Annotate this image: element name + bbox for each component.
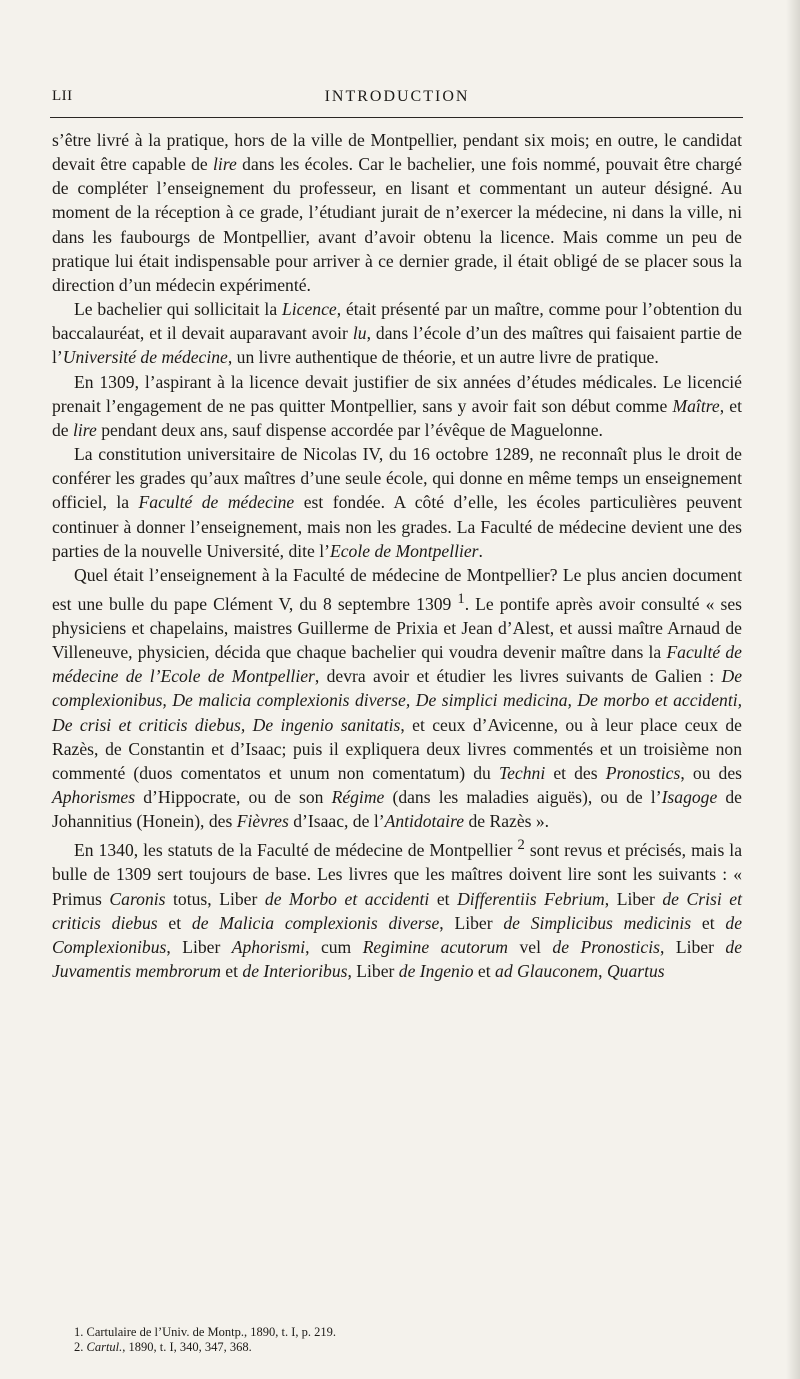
page-header [52,88,742,116]
footnote-ref-2: 2 [517,837,525,854]
header-rule [50,117,743,118]
paragraph-5: Quel était l’enseignement à la Faculté de médecine de Montpellier? Le plus ancien document est une bulle du pape Clément V, du 8 septembre 1309 $^1$. Le pontife après avoir consulté « ses physiciens et chapelains, maistres Guillerme de Prixia et Jean d’Alest, et aussi maître Arnaud de Villeneuve, physicien, décida que chaque bachelier qui voudra devenir maître dans la Faculté de médecine de l’Ecole de Montpellier, devra avoir et étudier les livres suivants de Galien : De complexionibus, De malicia complexionis diverse, De simplici medicina, De morbo et accidenti, De crisi et criticis diebus, De ingenio sanitatis, et ceux d’Avicenne, ou à leur place ceux de Razès, de Constantin et d’Isaac; puis il expliquera deux livres commentés et un troisième non commenté (duos comentatos et unum non comentatum) du Techni et des Pronostics, ou des Aphorismes d’Hippocrate, ou de son Régime (dans les maladies aiguës), ou de l’Isagoge de Johannitius (Honein), des Fièvres d’Isaac, de l’Antidotaire de Razès ». [52,564,742,832]
page-number: LII [52,88,73,104]
page-edge-shadow [786,0,800,1379]
paragraph-4: La constitution universitaire de Nicolas IV, du 16 octobre 1289, ne reconnaît plus le droit de conférer les grades qu’aux maîtres d’une seule école, qui donne en même temps un enseignement officiel, la Faculté de médecine est fondée. A côté d’elle, les écoles particulières peuvent continuer à donner l’enseignement, mais non les grades. La Faculté de médecine devient une des parties de la nouvelle Université, dite l’Ecole de Montpellier. [52,444,742,561]
paragraph-1: s’être livré à la pratique, hors de la ville de Montpellier, pendant six mois; en outre, le candidat devait être capable de lire dans les écoles. Car le bachelier, une fois nommé, pouvait être chargé de compléter l’enseignement du professeur, en lisant et commentant un auteur désigné. Au moment de la réception à ce grade, l’étudiant jurait de n’exercer la médecine, ni dans la ville, ni dans les faubourgs de Montpellier, avant d’avoir obtenu la licence. Mais comme un peu de pratique lui était indispensable pour arriver à ce dernier grade, il était obligé de se placer sous la direction d’un médecin expérimenté. [52,130,742,295]
running-title: INTRODUCTION [324,88,470,105]
footnote-1: 1. Cartulaire de l’Univ. de Montp., 1890, t. I, p. 219. [74,1325,336,1339]
footnotes [52,1325,742,1355]
paragraph-3: En 1309, l’aspirant à la licence devait justifier de six années d’études médicales. Le licencié prenait l’engagement de ne pas quitter Montpellier, sans y avoir fait son début comme Maître, et de lire pendant deux ans, sauf dispense accordée par l’évêque de Maguelonne. [52,371,742,440]
paragraph-6: En 1340, les statuts de la Faculté de médecine de Montpellier $^2$ sont revus et précisés, mais la bulle de 1309 sert toujours de base. Les livres que les maîtres doivent lire sont les suivants : « Primus Caronis totus, Liber de Morbo et accidenti et Differentiis Febrium, Liber de Crisi et criticis diebus et de Malicia complexionis diverse, Liber de Simplicibus medicinis et de Complexionibus, Liber Aphorismi, cum Regimine acutorum vel de Pronosticis, Liber de Juvamentis membrorum et de Interioribus, Liber de Ingenio et ad Glauconem, Quartus [52,837,743,982]
footnote-ref-1: 1 [457,590,465,607]
paragraph-2: Le bachelier qui sollicitait la Licence, était présenté par un maître, comme pour l’obtention du baccalauréat, et il devait auparavant avoir lu, dans l’école d’un des maîtres qui faisaient partie de l’Université de médecine, un livre authentique de théorie, et un autre livre de pratique. [52,299,743,368]
body-text [52,128,742,983]
footnote-2: 2. Cartul., 1890, t. I, 340, 347, 368. [74,1340,252,1354]
